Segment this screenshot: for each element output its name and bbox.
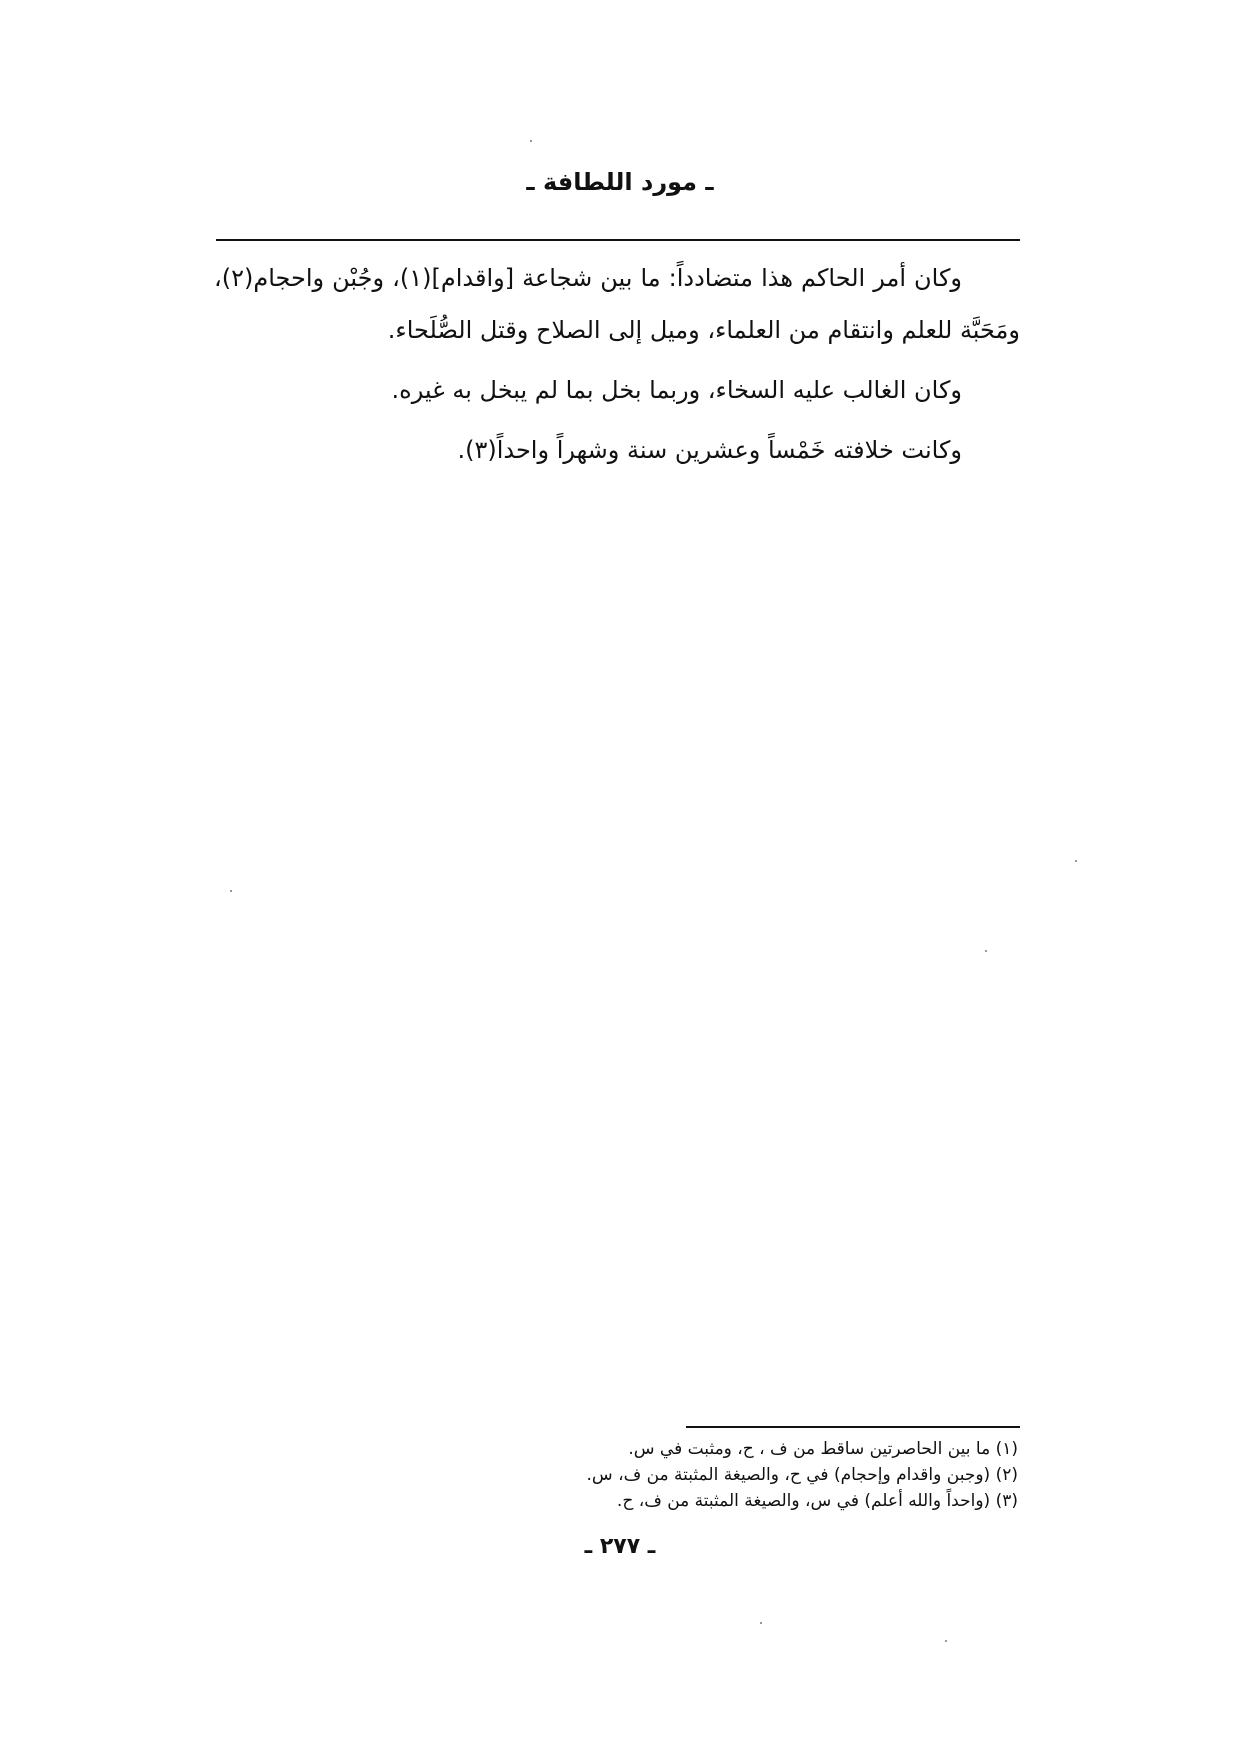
page-number: ـ ٢٧٧ ـ	[584, 1534, 656, 1559]
paragraph-3: وكانت خلافته خَمْساً وعشرين سنة وشهراً واحداً(٣).	[457, 436, 962, 464]
footnote-1: (١) ما بين الحاصرتين ساقط من ف ، ح، ومثبت في س.	[628, 1439, 1018, 1459]
scan-speck	[230, 890, 232, 892]
scan-speck	[760, 1622, 762, 1624]
footnote-2: (٢) (وجبن واقدام وإحجام) في ح، والصيغة المثبتة من ف، س.	[586, 1465, 1018, 1485]
running-head: ـ مورد اللطافة ـ	[526, 168, 714, 196]
footnote-rule	[686, 1426, 1020, 1428]
paragraph-1: وكان أمر الحاكم هذا متضادداً: ما بين شجاعة [واقدام](١)، وجُبْن واحجام(٢)، ومَحَبَّة للعلم وانتقام من العلماء، وميل إلى الصلاح وقتل الصُّلَحاء.	[214, 264, 1020, 344]
body-text	[214, 252, 1020, 476]
footnote-3: (٣) (واحداً والله أعلم) في س، والصيغة المثبتة من ف، ح.	[616, 1491, 1018, 1511]
footnotes	[400, 1436, 1018, 1514]
scan-speck	[985, 950, 987, 952]
scan-speck	[945, 1640, 947, 1642]
paragraph-2: وكان الغالب عليه السخاء، وربما بخل بما لم يبخل به غيره.	[391, 376, 962, 404]
header-rule	[216, 239, 1020, 241]
scan-speck	[530, 140, 532, 142]
scan-speck	[1075, 860, 1077, 862]
